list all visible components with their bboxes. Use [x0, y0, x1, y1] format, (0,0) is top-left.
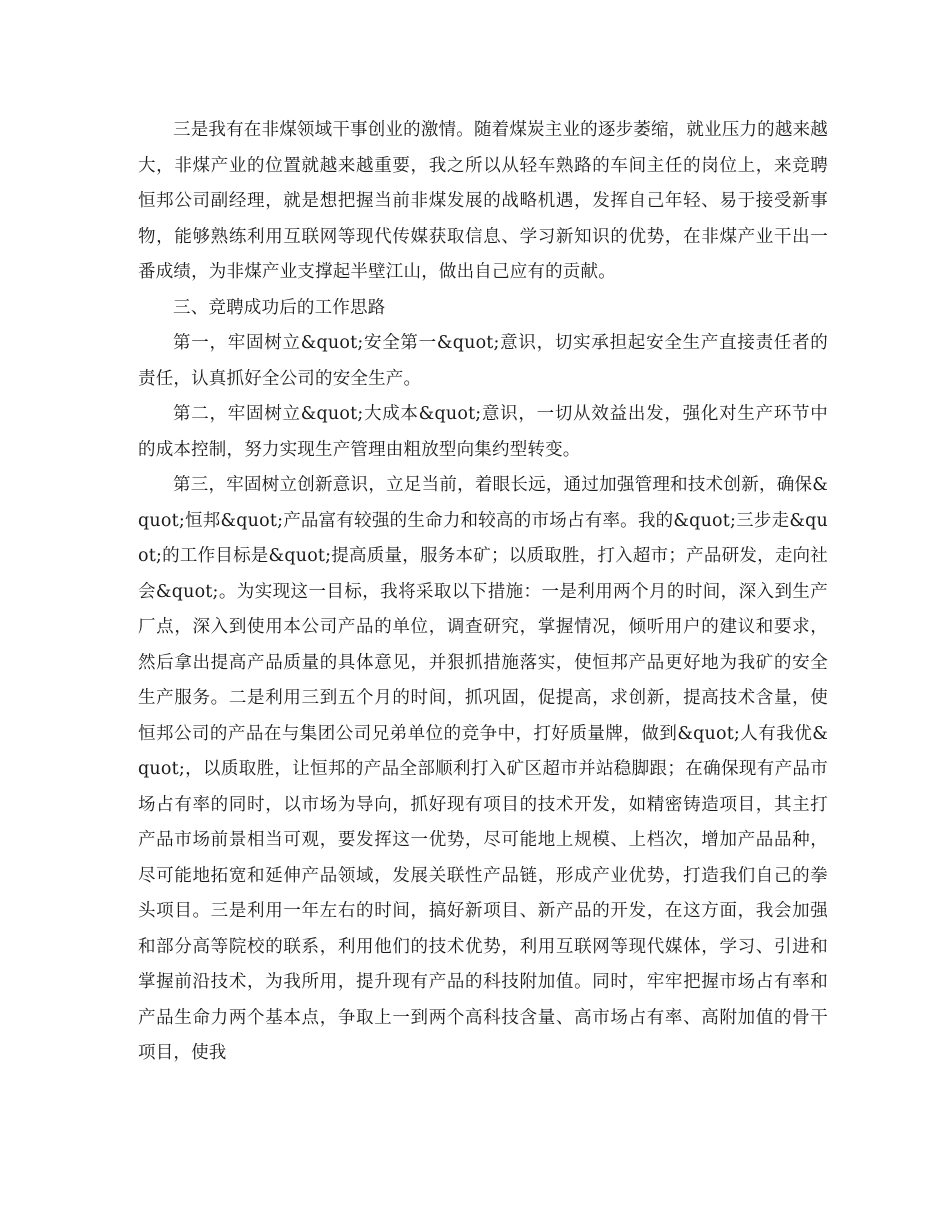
paragraph-passion: 三是我有在非煤领域干事创业的激情。随着煤炭主业的逐步萎缩，就业压力的越来越大，非煤产业的位置就越来越重要，我之所以从轻车熟路的车间主任的岗位上，来竞聘恒邦公司副经理，就是想把握当前非煤发展的战略机遇，发挥自己年轻、易于接受新事物，能够熟练利用互联网等现代传媒获取信息、学习新知识的优势，在非煤产业干出一番成绩，为非煤产业支撑起半壁江山，做出自己应有的贡献。	[138, 120, 828, 282]
paragraph-cost-awareness: 第二，牢固树立&quot;大成本&quot;意识，一切从效益出发，强化对生产环节中的成本控制，努力实现生产管理由粗放型向集约型转变。	[138, 404, 828, 460]
paragraph-innovation: 第三，牢固树立创新意识，立足当前，着眼长远，通过加强管理和技术创新，确保&quot;恒邦&quot;产品富有较强的生命力和较高的市场占有率。我的&quot;三步走&quot;的工作目标是&quot;提高质量，服务本矿；以质取胜，打入超市；产品研发，走向社会&quot;。为实现这一目标，我将采取以下措施：一是利用两个月的时间，深入到生产厂点，深入到使用本公司产品的单位，调查研究，掌握情况，倾听用户的建议和要求，然后拿出提高产品质量的具体意见，并狠抓措施落实，使恒邦产品更好地为我矿的安全生产服务。二是利用三到五个月的时间，抓巩固，促提高，求创新，提高技术含量，使恒邦公司的产品在与集团公司兄弟单位的竞争中，打好质量牌，做到&quot;人有我优&quot;，以质取胜，让恒邦的产品全部顺利打入矿区超市并站稳脚跟；在确保现有产品市场占有率的同时，以市场为导向，抓好现有项目的技术开发，如精密铸造项目，其主打产品市场前景相当可观，要发挥这一优势，尽可能地上规模、上档次，增加产品品种，尽可能地拓宽和延伸产品领域，发展关联性产品链，形成产业优势，打造我们自己的拳头项目。三是利用一年左右的时间，搞好新项目、新产品的开发，在这方面，我会加强和部分高等院校的联系，利用他们的技术优势，利用互联网等现代媒体，学习、引进和掌握前沿技术，为我所用，提升现有产品的科技附加值。同时，牢牢把握市场占有率和产品生命力两个基本点，争取上一到两个高科技含量、高市场占有率、高附加值的骨干项目，使我	[138, 475, 828, 1063]
document-body	[138, 113, 828, 1072]
section-heading-work-ideas: 三、竞聘成功后的工作思路	[173, 297, 386, 318]
paragraph-safety-first: 第一，牢固树立&quot;安全第一&quot;意识，切实承担起安全生产直接责任者的责任，认真抓好全公司的安全生产。	[138, 333, 828, 389]
